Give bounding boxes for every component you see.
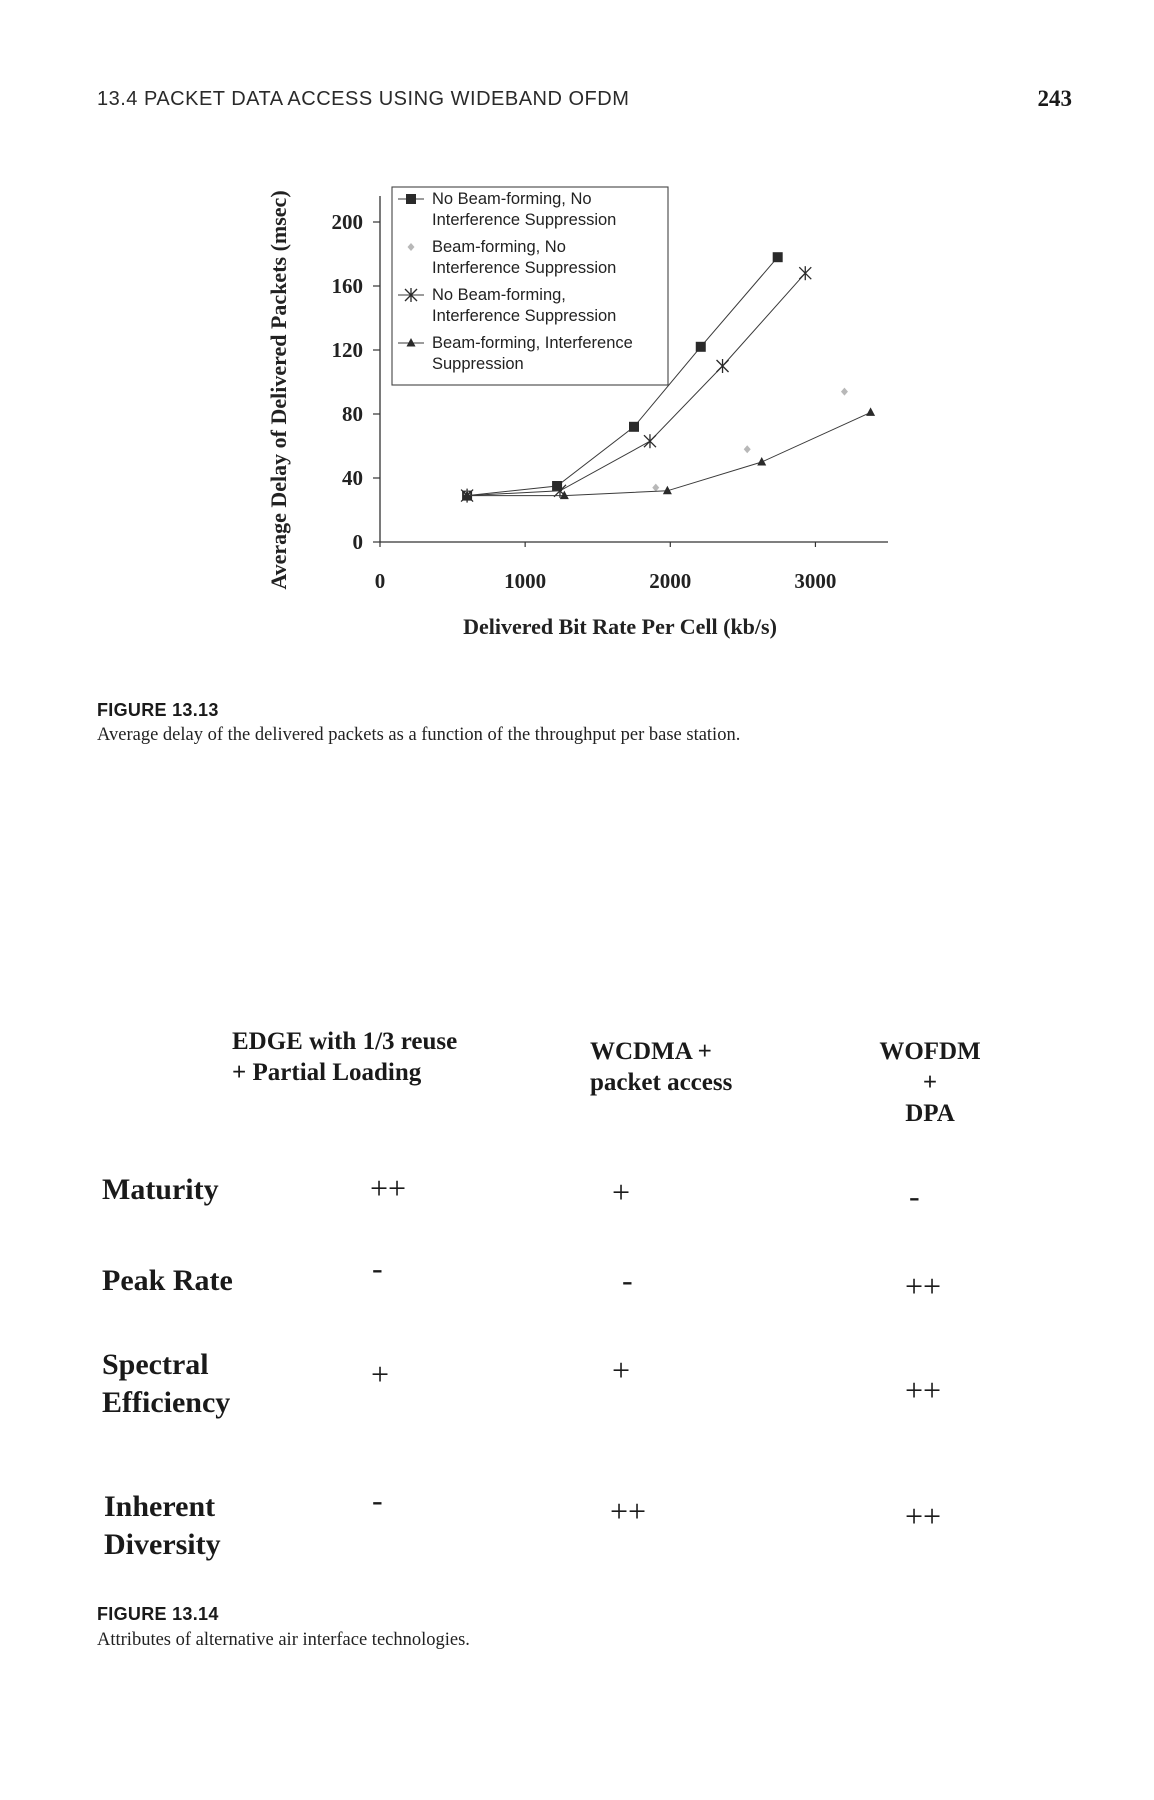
series-line <box>467 412 870 495</box>
y-tick-label: 0 <box>352 530 363 554</box>
delay-chart <box>0 0 1154 680</box>
figure-13-14-label: FIGURE 13.14 <box>97 1604 219 1624</box>
cell-spectral-wcdma: + <box>612 1352 631 1388</box>
legend-label: Beam-forming, No <box>432 238 566 256</box>
cell-diversity-wofdm: ++ <box>905 1498 942 1534</box>
y-tick-label: 200 <box>331 210 363 234</box>
marker-square <box>406 194 416 204</box>
cell-maturity-edge: ++ <box>370 1170 407 1206</box>
marker-star <box>644 434 656 448</box>
column-header-wofdm: WOFDM + DPA <box>879 1038 981 1127</box>
marker-diamond <box>652 484 659 492</box>
legend-label: Interference Suppression <box>432 307 617 325</box>
marker-square <box>696 342 706 352</box>
legend-label: Beam-forming, Interference <box>432 334 633 352</box>
marker-diamond <box>841 388 848 396</box>
x-axis-label: Delivered Bit Rate Per Cell (kb/s) <box>463 614 777 639</box>
x-tick-label: 0 <box>374 569 386 593</box>
x-tick-label: 3000 <box>794 569 837 593</box>
y-axis-label: Average Delay of Delivered Packets (msec) <box>266 190 291 590</box>
row-label-maturity: Maturity <box>102 1173 219 1206</box>
legend-label: No Beam-forming, <box>432 286 566 304</box>
cell-diversity-wcdma: ++ <box>610 1493 647 1529</box>
marker-square <box>773 252 783 262</box>
marker-star <box>799 266 811 280</box>
marker-triangle <box>866 407 875 416</box>
x-tick-label: 2000 <box>649 569 692 593</box>
row-label-spectral-efficiency: Spectral Efficiency <box>102 1348 231 1419</box>
figure-13-14-caption: Attributes of alternative air interface technologies. <box>97 1630 470 1650</box>
figure-13-13-caption: Average delay of the delivered packets as a function of the throughput per base station. <box>97 725 741 745</box>
marker-diamond <box>744 445 751 453</box>
cell-peak-rate-wofdm: ++ <box>905 1268 942 1304</box>
column-header-wcdma: WCDMA + packet access <box>590 1038 733 1096</box>
cell-maturity-wcdma: + <box>612 1174 631 1210</box>
cell-spectral-edge: + <box>371 1356 390 1392</box>
x-tick-label: 1000 <box>504 569 547 593</box>
legend-label: Interference Suppression <box>432 211 617 229</box>
series-2 <box>464 388 848 498</box>
marker-star <box>717 359 729 373</box>
cell-peak-rate-edge: - <box>372 1250 383 1286</box>
figure-13-13-label: FIGURE 13.13 <box>97 700 219 720</box>
y-tick-label: 80 <box>342 402 363 426</box>
column-header-edge: EDGE with 1/3 reuse + Partial Loading <box>232 1028 458 1086</box>
y-tick-label: 120 <box>331 338 363 362</box>
y-tick-label: 160 <box>331 274 363 298</box>
cell-maturity-wofdm: - <box>909 1178 920 1214</box>
section-title: 13.4 PACKET DATA ACCESS USING WIDEBAND OFDM <box>97 88 630 110</box>
cell-peak-rate-wcdma: - <box>622 1262 633 1298</box>
cell-spectral-wofdm: ++ <box>905 1372 942 1408</box>
page-number: 243 <box>1037 86 1072 111</box>
marker-triangle <box>757 457 766 466</box>
y-tick-label: 40 <box>342 466 363 490</box>
chart-legend <box>392 187 668 385</box>
row-label-inherent-diversity: Inherent Diversity <box>104 1490 221 1561</box>
legend-label: No Beam-forming, No <box>432 190 592 208</box>
legend-label: Suppression <box>432 355 524 373</box>
row-label-peak-rate: Peak Rate <box>102 1264 233 1297</box>
cell-diversity-edge: - <box>372 1482 383 1518</box>
legend-label: Interference Suppression <box>432 259 617 277</box>
marker-square <box>629 422 639 432</box>
